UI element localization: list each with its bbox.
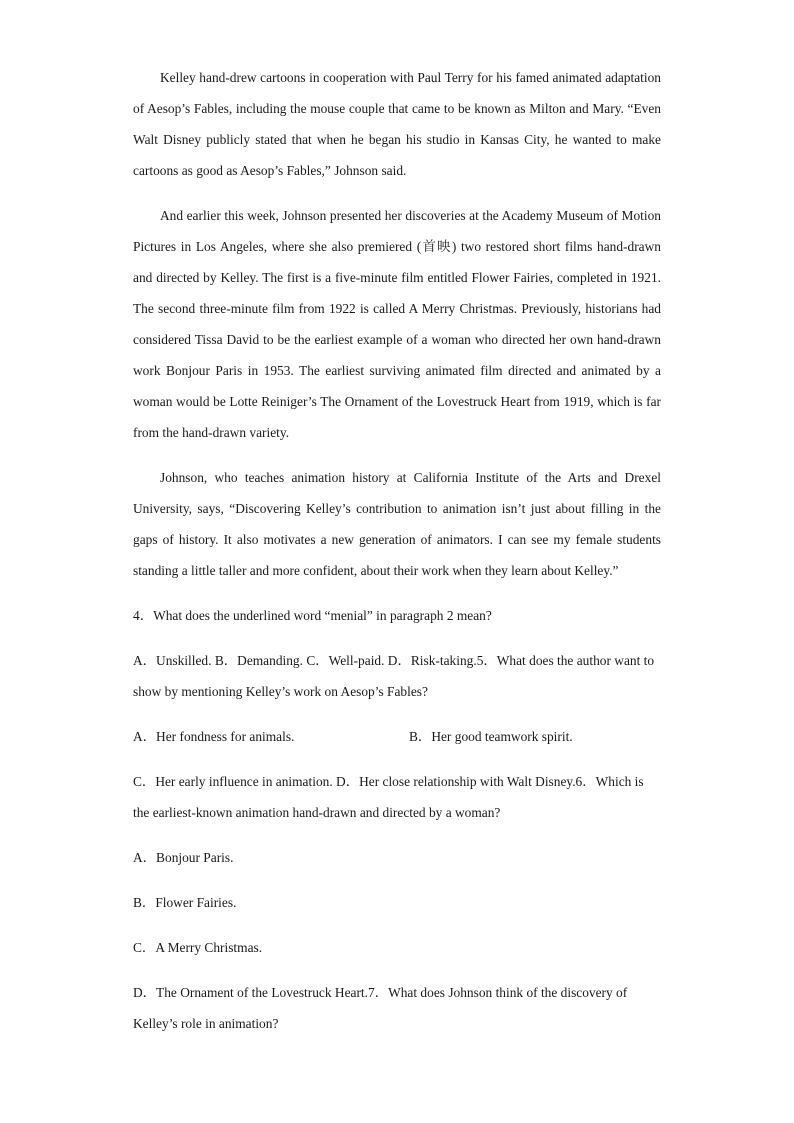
paragraph-johnson-discoveries: And earlier this week, Johnson presented her discoveries at the Academy Museum of Motion Pictures in Los Angeles, where she also premiered (首映) two restored short films hand-drawn and directed by Kelley. The first is a five-minute film entitled Flower Fairies, completed in 1921. The second three-minute film from 1922 is called A Merry Christmas. Previously, historians had considered Tissa David to be the earliest example of a woman who directed her own hand-drawn work Bonjour Paris in 1953. The earliest surviving animated film directed and animated by a woman would be Lotte Reiniger’s The Ornament of the Lovestruck Heart from 1919, which is far from the hand-drawn variety. [133, 208, 661, 440]
question-5-option-a: A．Her fondness for animals. [133, 729, 295, 744]
question-5-options-cd-and-question-6: C．Her early influence in animation. D．Her close relationship with Walt Disney.6．Which is the earliest-known animation hand-drawn and directed by a woman? [133, 774, 644, 820]
document-page [133, 62, 661, 1039]
question-6-option-d-and-question-7: D．The Ornament of the Lovestruck Heart.7．What does Johnson think of the discovery of Kelley’s role in animation? [133, 985, 628, 1031]
question-6-option-a: A．Bonjour Paris. [133, 850, 234, 865]
paragraph-kelley-aesop: Kelley hand-drew cartoons in cooperation with Paul Terry for his famed animated adaptation of Aesop’s Fables, including the mouse couple that came to be known as Milton and Mary. “Even Walt Disney publicly stated that when he began his studio in Kansas City, he wanted to make cartoons as good as Aesop’s Fables,” Johnson said. [133, 70, 661, 178]
question-6-option-b: B．Flower Fairies. [133, 895, 237, 910]
question-4-options-and-question-5: A．Unskilled. B．Demanding. C．Well-paid. D．Risk-taking.5．What does the author want to show by mentioning Kelley’s work on Aesop’s Fables? [133, 653, 655, 699]
paragraph-johnson-quote: Johnson, who teaches animation history at California Institute of the Arts and Drexel University, says, “Discovering Kelley’s contribution to animation isn’t just about filling in the gaps of history. It also motivates a new generation of animators. I can see my female students standing a little taller and more confident, about their work when they learn about Kelley.” [133, 470, 661, 578]
question-6-option-c: C．A Merry Christmas. [133, 940, 263, 955]
question-5-option-b: B．Her good teamwork spirit. [409, 729, 573, 744]
question-4: 4．What does the underlined word “menial” in paragraph 2 mean? [133, 608, 492, 623]
question-5-options-ab [133, 721, 661, 752]
